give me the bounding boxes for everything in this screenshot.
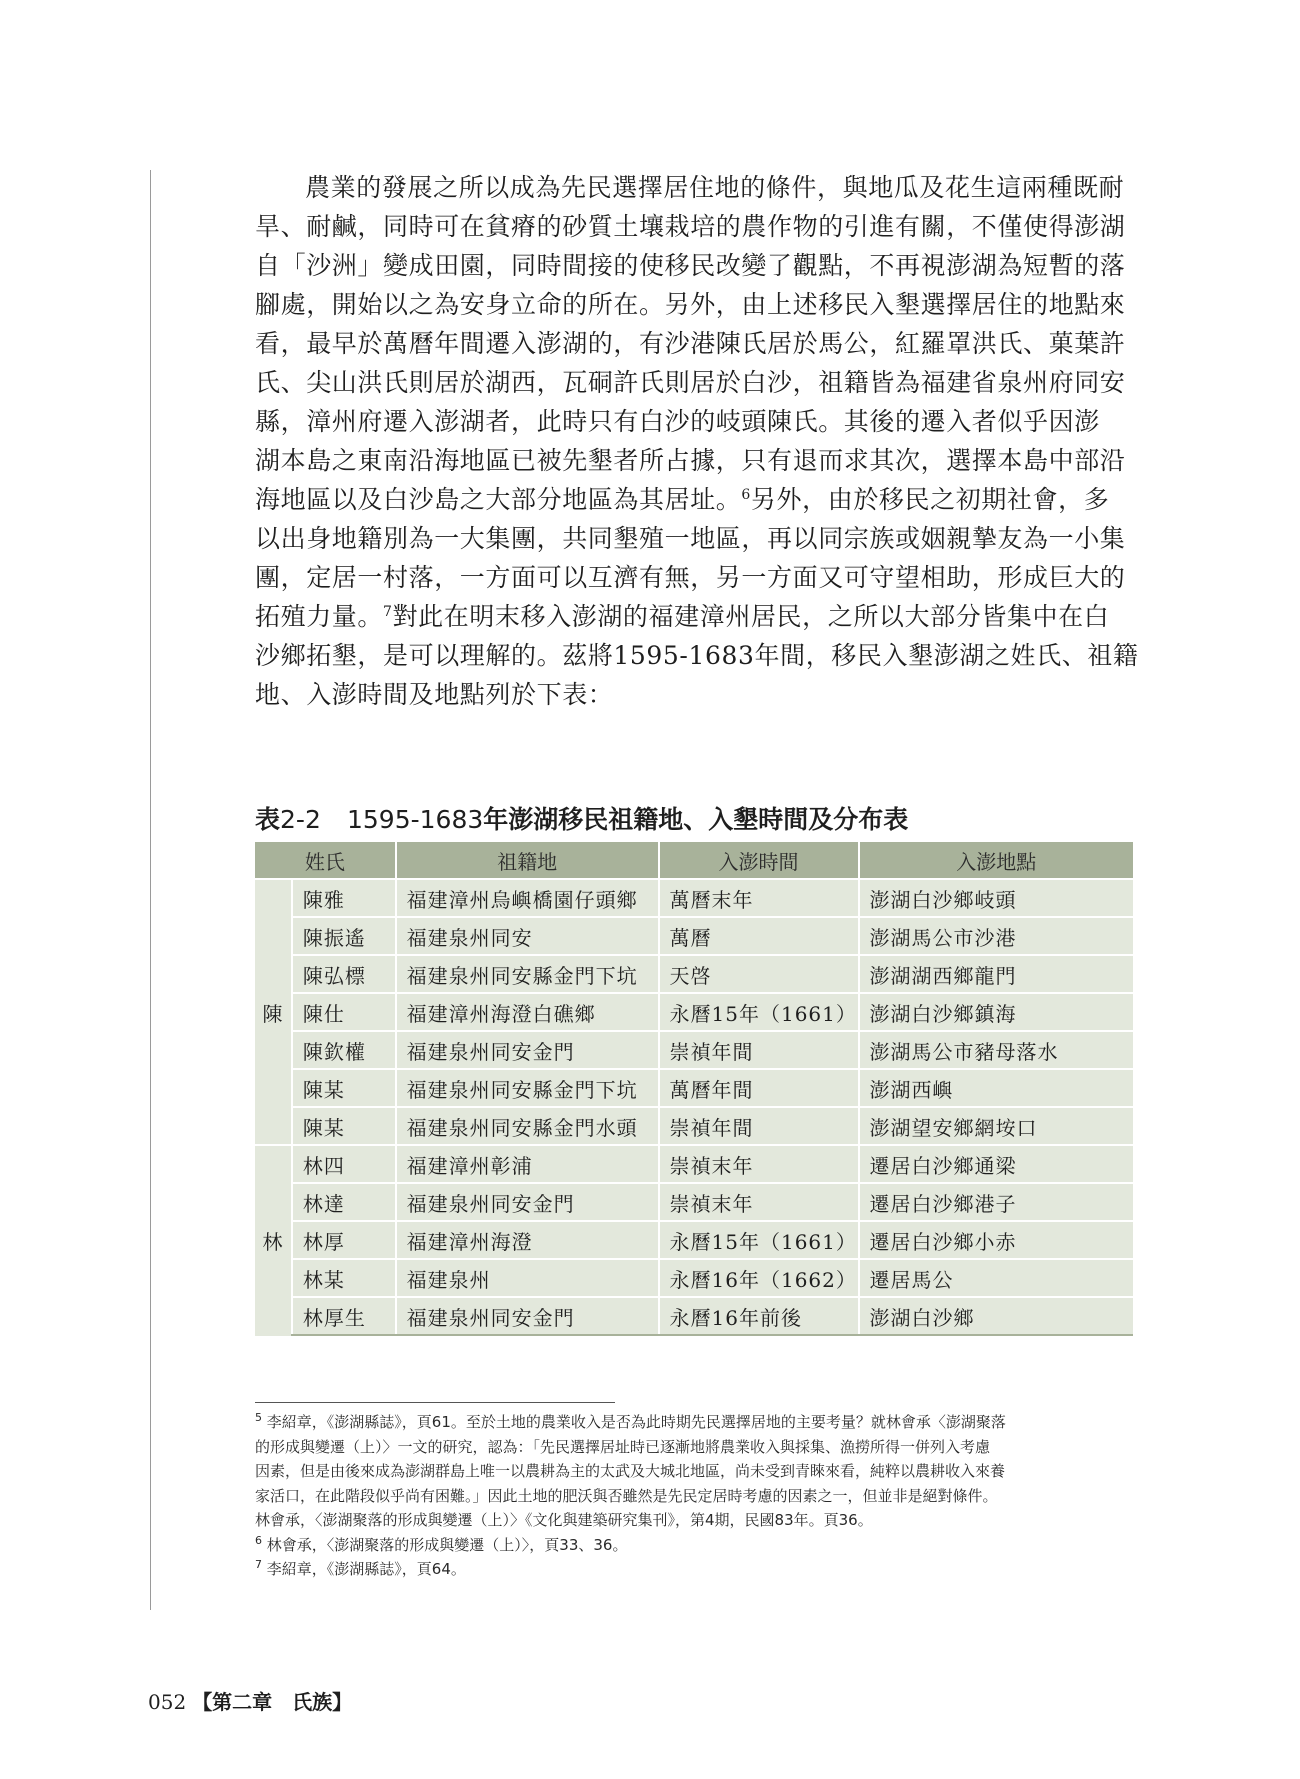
caption-label: 表 <box>255 805 281 834</box>
person-name-cell: 林厚生 <box>292 1297 396 1335</box>
footnote-6 <box>255 1533 1135 1558</box>
footnote-7 <box>255 1557 1135 1582</box>
origin-cell: 福建泉州同安縣金門下坑 <box>396 1069 659 1107</box>
paragraph-text: 另外，由於移民之初期社會，多 <box>750 485 1110 514</box>
footnote-text: 李紹章，《澎湖縣誌》，頁61。至於土地的農業收入是否為此時期先民選擇居地的主要考量？就林會承〈澎湖聚落 <box>266 1413 1006 1431</box>
table-row <box>255 1183 1133 1221</box>
origin-cell: 福建泉州同安金門 <box>396 1297 659 1335</box>
paragraph-text: 對此在明末移入澎湖的福建漳州居民，之所以大部分皆集中在白 <box>392 602 1110 631</box>
paragraph-line: 旱、耐鹹，同時可在貧瘠的砂質土壤栽培的農作物的引進有關，不僅使得澎湖 <box>255 212 1126 241</box>
person-name-cell: 林厚 <box>292 1221 396 1259</box>
chapter-title: 【第二章 氏族】 <box>192 1690 353 1714</box>
footnote-mark: 7 <box>255 1558 262 1571</box>
table-row <box>255 1031 1133 1069</box>
table-row <box>255 1259 1133 1297</box>
body-paragraph <box>255 168 1139 714</box>
arrival-place-cell: 澎湖馬公市沙港 <box>859 917 1134 955</box>
migrant-table <box>255 842 1133 1336</box>
origin-cell: 福建漳州烏嶼橋園仔頭鄉 <box>396 879 659 917</box>
person-name-cell: 陳雅 <box>292 879 396 917</box>
arrival-time-cell: 萬曆年間 <box>659 1069 859 1107</box>
paragraph-line: 以出身地籍別為一大集團，共同墾殖一地區，再以同宗族或姻親摯友為一小集 <box>255 524 1126 553</box>
origin-cell: 福建泉州同安金門 <box>396 1031 659 1069</box>
arrival-time-cell: 永曆15年（1661） <box>659 993 859 1031</box>
header-arrival-place: 入澎地點 <box>859 842 1134 879</box>
paragraph-line: 縣，漳州府遷入澎湖者，此時只有白沙的岐頭陳氏。其後的遷入者似乎因澎 <box>255 407 1100 436</box>
arrival-time-cell: 萬曆 <box>659 917 859 955</box>
paragraph-text: 拓殖力量。 <box>255 602 384 631</box>
paragraph-line: 農業的發展之所以成為先民選擇居住地的條件，與地瓜及花生這兩種既耐 <box>305 173 1125 202</box>
person-name-cell: 林某 <box>292 1259 396 1297</box>
footnote-5-cont: 家活口，在此階段似乎尚有困難。」因此土地的肥沃與否雖然是先民定居時考慮的因素之一，但並非是絕對條件。 <box>255 1486 998 1505</box>
arrival-place-cell: 澎湖馬公市豬母落水 <box>859 1031 1134 1069</box>
origin-cell: 福建漳州海澄 <box>396 1221 659 1259</box>
footnote-text: 李紹章，《澎湖縣誌》，頁64。 <box>266 1560 466 1578</box>
footnotes <box>255 1410 1135 1582</box>
paragraph-line: 地、入澎時間及地點列於下表： <box>255 680 614 709</box>
surname-cell: 陳 <box>255 879 292 1145</box>
paragraph-line <box>255 597 1135 636</box>
arrival-time-cell: 崇禎年間 <box>659 1107 859 1145</box>
caption-years: 1595-1683 <box>346 805 484 834</box>
paragraph-line: 自「沙洲」變成田園，同時間接的使移民改變了觀點，不再視澎湖為短暫的落 <box>255 251 1126 280</box>
footnote-5-cont: 因素，但是由後來成為澎湖群島上唯一以農耕為主的太武及大城北地區，尚未受到青睞來看，純粹以農耕收入來養 <box>255 1462 1006 1480</box>
table-row <box>255 917 1133 955</box>
paragraph-line: 腳處，開始以之為安身立命的所在。另外，由上述移民入墾選擇居住的地點來 <box>255 290 1126 319</box>
arrival-time-cell: 崇禎末年 <box>659 1145 859 1183</box>
origin-cell: 福建泉州同安縣金門水頭 <box>396 1107 659 1145</box>
arrival-place-cell: 澎湖望安鄉網垵口 <box>859 1107 1134 1145</box>
table-row <box>255 879 1133 917</box>
table-row <box>255 1145 1133 1183</box>
footnote-text: 林會承，〈澎湖聚落的形成與變遷（上）〉，頁33、36。 <box>266 1535 628 1554</box>
arrival-place-cell: 澎湖白沙鄉岐頭 <box>859 879 1134 917</box>
arrival-place-cell: 遷居白沙鄉小赤 <box>859 1221 1134 1259</box>
origin-cell: 福建泉州 <box>396 1259 659 1297</box>
paragraph-line: 看，最早於萬曆年間遷入澎湖的，有沙港陳氏居於馬公，紅羅罩洪氏、菓葉許 <box>255 329 1126 358</box>
arrival-time-cell: 萬曆末年 <box>659 879 859 917</box>
arrival-time-cell: 崇禎年間 <box>659 1031 859 1069</box>
footnote-mark: 5 <box>255 1411 262 1424</box>
footnote-ref-6[interactable]: 6 <box>741 487 751 503</box>
table-row <box>255 993 1133 1031</box>
arrival-time-cell: 崇禎末年 <box>659 1183 859 1221</box>
header-arrival-time: 入澎時間 <box>659 842 859 879</box>
origin-cell: 福建漳州海澄白礁鄉 <box>396 993 659 1031</box>
person-name-cell: 陳某 <box>292 1069 396 1107</box>
footnote-divider <box>255 1402 615 1403</box>
arrival-place-cell: 遷居白沙鄉港子 <box>859 1183 1134 1221</box>
arrival-place-cell: 澎湖西嶼 <box>859 1069 1134 1107</box>
person-name-cell: 陳欽權 <box>292 1031 396 1069</box>
arrival-place-cell: 遷居白沙鄉通梁 <box>859 1145 1134 1183</box>
person-name-cell: 林四 <box>292 1145 396 1183</box>
table-caption <box>255 800 908 836</box>
surname-cell: 林 <box>255 1145 292 1335</box>
person-name-cell: 林達 <box>292 1183 396 1221</box>
footnote-5-cont: 林會承，〈澎湖聚落的形成與變遷（上）〉《文化與建築研究集刊》，第4期，民國83年。頁36。 <box>255 1511 873 1529</box>
paragraph-line <box>255 480 1135 519</box>
caption-number: 2-2 <box>280 805 321 834</box>
caption-text: 年澎湖移民祖籍地、入墾時間及分布表 <box>483 805 909 834</box>
arrival-time-cell: 天啓 <box>659 955 859 993</box>
header-origin: 祖籍地 <box>396 842 659 879</box>
footnote-5 <box>255 1410 1135 1435</box>
footnote-5-cont: 的形成與變遷（上）〉一文的研究，認為：「先民選擇居址時已逐漸地將農業收入與採集、漁撈所得一併列入考慮 <box>255 1437 991 1456</box>
person-name-cell: 陳振遙 <box>292 917 396 955</box>
paragraph-line: 湖本島之東南沿海地區已被先墾者所占據，只有退而求其次，選擇本島中部沿 <box>255 446 1126 475</box>
footnote-ref-7[interactable]: 7 <box>383 604 393 620</box>
arrival-time-cell: 永曆15年（1661） <box>659 1221 859 1259</box>
paragraph-line: 團，定居一村落，一方面可以互濟有無，另一方面又可守望相助，形成巨大的 <box>255 563 1126 592</box>
paragraph-text: 海地區以及白沙島之大部分地區為其居址。 <box>255 485 742 514</box>
paragraph-line: 氏、尖山洪氏則居於湖西，瓦硐許氏則居於白沙，祖籍皆為福建省泉州府同安 <box>255 368 1126 397</box>
person-name-cell: 陳弘標 <box>292 955 396 993</box>
arrival-time-cell: 永曆16年（1662） <box>659 1259 859 1297</box>
origin-cell: 福建泉州同安 <box>396 917 659 955</box>
table-row <box>255 1107 1133 1145</box>
origin-cell: 福建漳州彰浦 <box>396 1145 659 1183</box>
arrival-place-cell: 澎湖白沙鄉 <box>859 1297 1134 1335</box>
table-body <box>255 879 1133 1335</box>
footnote-mark: 6 <box>255 1533 262 1547</box>
page-number: 052 <box>148 1690 187 1714</box>
arrival-time-cell: 永曆16年前後 <box>659 1297 859 1335</box>
paragraph-line: 沙鄉拓墾，是可以理解的。茲將1595-1683年間，移民入墾澎湖之姓氏、祖籍 <box>255 641 1139 670</box>
table-row <box>255 1069 1133 1107</box>
table-row <box>255 1221 1133 1259</box>
header-surname: 姓氏 <box>255 842 396 879</box>
table-header-row <box>255 842 1133 879</box>
person-name-cell: 陳某 <box>292 1107 396 1145</box>
arrival-place-cell: 澎湖白沙鄉鎮海 <box>859 993 1134 1031</box>
person-name-cell: 陳仕 <box>292 993 396 1031</box>
table-row <box>255 955 1133 993</box>
page-footer <box>148 1686 352 1715</box>
arrival-place-cell: 澎湖湖西鄉龍門 <box>859 955 1134 993</box>
origin-cell: 福建泉州同安金門 <box>396 1183 659 1221</box>
margin-rule <box>150 170 151 1610</box>
arrival-place-cell: 遷居馬公 <box>859 1259 1134 1297</box>
origin-cell: 福建泉州同安縣金門下坑 <box>396 955 659 993</box>
table-row <box>255 1297 1133 1335</box>
